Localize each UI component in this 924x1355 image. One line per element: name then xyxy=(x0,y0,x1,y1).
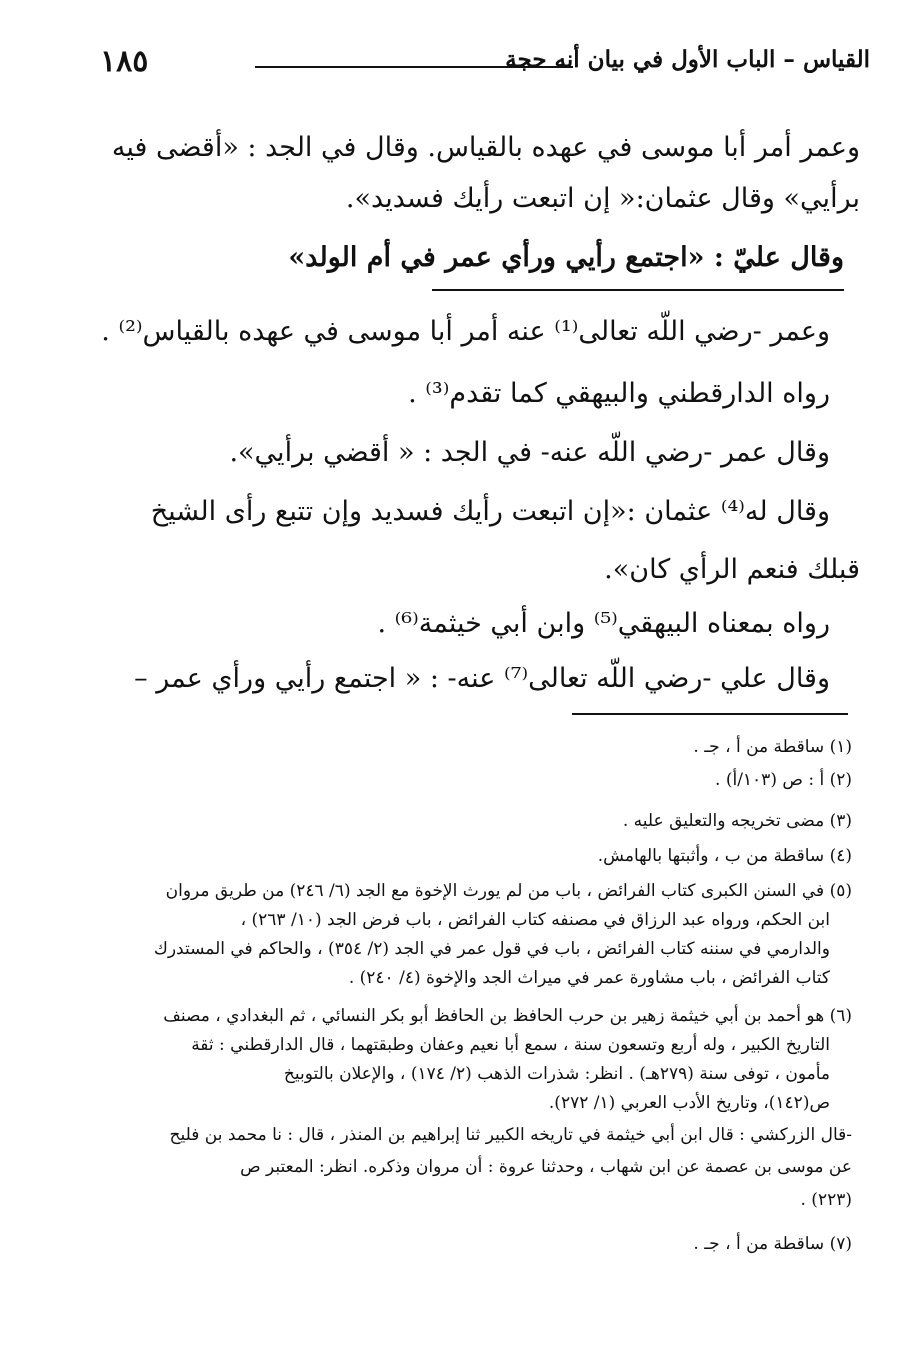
footnote-continued: ابن الحكم، ورواه عبد الرزاق في مصنفه كتاب الفرائض ، باب فرض الجد (١٠/ ٢٦٣) ، xyxy=(240,910,830,930)
matn-rule xyxy=(432,289,844,291)
footnote-continued: كتاب الفرائض ، باب مشاورة عمر في ميراث الجد والإخوة (٤/ ٢٤٠) . xyxy=(348,968,830,988)
running-head xyxy=(80,44,870,84)
sharh-line: وعمر -رضي اللّه تعالى⁽¹⁾ عنه أمر أبا موسى في عهده بالقياس⁽²⁾ . xyxy=(101,316,830,347)
matn-line: وقال عليّ : «اجتمع رأيي ورأي عمر في أم الولد» xyxy=(288,242,844,273)
footnote: (٢) أ : ص (١٠٣/أ) . xyxy=(715,770,852,790)
footnote: (٥) في السنن الكبرى كتاب الفرائض ، باب من لم يورث الإخوة مع الجد (٦/ ٢٤٦) من طريق مروان xyxy=(165,881,852,901)
sharh-line: رواه الدارقطني والبيهقي كما تقدم⁽³⁾ . xyxy=(408,378,830,409)
footnote: (٣) مضى تخريجه والتعليق عليه . xyxy=(622,811,852,831)
footnote: (٧) ساقطة من أ ، جـ . xyxy=(693,1234,852,1254)
footnote: (٦) هو أحمد بن أبي خيثمة زهير بن حرب الحافظ بن الحافظ أبو بكر النسائي ، ثم البغدادي ، مصنف xyxy=(163,1006,852,1026)
page-number: ١٨٥ xyxy=(100,44,149,79)
footnote: (١) ساقطة من أ ، جـ . xyxy=(693,737,852,757)
matn-line: برأيي» وقال عثمان:« إن اتبعت رأيك فسديد». xyxy=(345,183,860,214)
footnote-continued: ص(١٤٢)، وتاريخ الأدب العربي (١/ ٢٧٢). xyxy=(548,1093,830,1113)
footnote-continued: مأمون ، توفى سنة (٢٧٩هـ) . انظر: شذرات الذهب (٢/ ١٧٤) ، والإعلان بالتوبيخ xyxy=(283,1064,830,1084)
footnote-continued: -قال الزركشي : قال ابن أبي خيثمة في تاريخه الكبير ثنا إبراهيم بن المنذر ، قال : نا محمد بن فليح xyxy=(169,1125,852,1145)
matn-line: وعمر أمر أبا موسى في عهده بالقياس. وقال في الجد : «أقضى فيه xyxy=(111,132,860,163)
sharh-line: وقال عمر -رضي اللّه عنه- في الجد : « أقضي برأيي». xyxy=(229,437,830,468)
footnote-continued: التاريخ الكبير ، وله أربع وتسعون سنة ، سمع أبا نعيم وعفان وطبقتهما ، قال الدارقطني : ثقة xyxy=(191,1035,830,1055)
sharh-line: رواه بمعناه البيهقي⁽⁵⁾ وابن أبي خيثمة⁽⁶⁾ . xyxy=(377,608,830,639)
footnote-continued: (٢٢٣) . xyxy=(800,1190,852,1210)
footnote-separator xyxy=(572,713,848,715)
sharh-line: قبلك فنعم الرأي كان». xyxy=(604,554,860,585)
sharh-line: وقال علي -رضي اللّه تعالى⁽⁷⁾ عنه- : « اجتمع رأيي ورأي عمر – xyxy=(134,663,830,694)
footnote: (٤) ساقطة من ب ، وأثبتها بالهامش. xyxy=(597,846,852,866)
footnote-continued: والدارمي في سننه كتاب الفرائض ، باب في قول عمر في الجد (٢/ ٣٥٤) ، والحاكم في المستدرك xyxy=(153,939,830,959)
chapter-title: القياس – الباب الأول في بيان أنه حجة xyxy=(505,46,870,73)
sharh-line: وقال له⁽⁴⁾ عثمان :«إن اتبعت رأيك فسديد وإن تتبع رأى الشيخ xyxy=(150,496,830,527)
footnote-continued: عن موسى بن عصمة عن ابن شهاب ، وحدثنا عروة : أن مروان وذكره. انظر: المعتبر ص xyxy=(240,1157,852,1177)
